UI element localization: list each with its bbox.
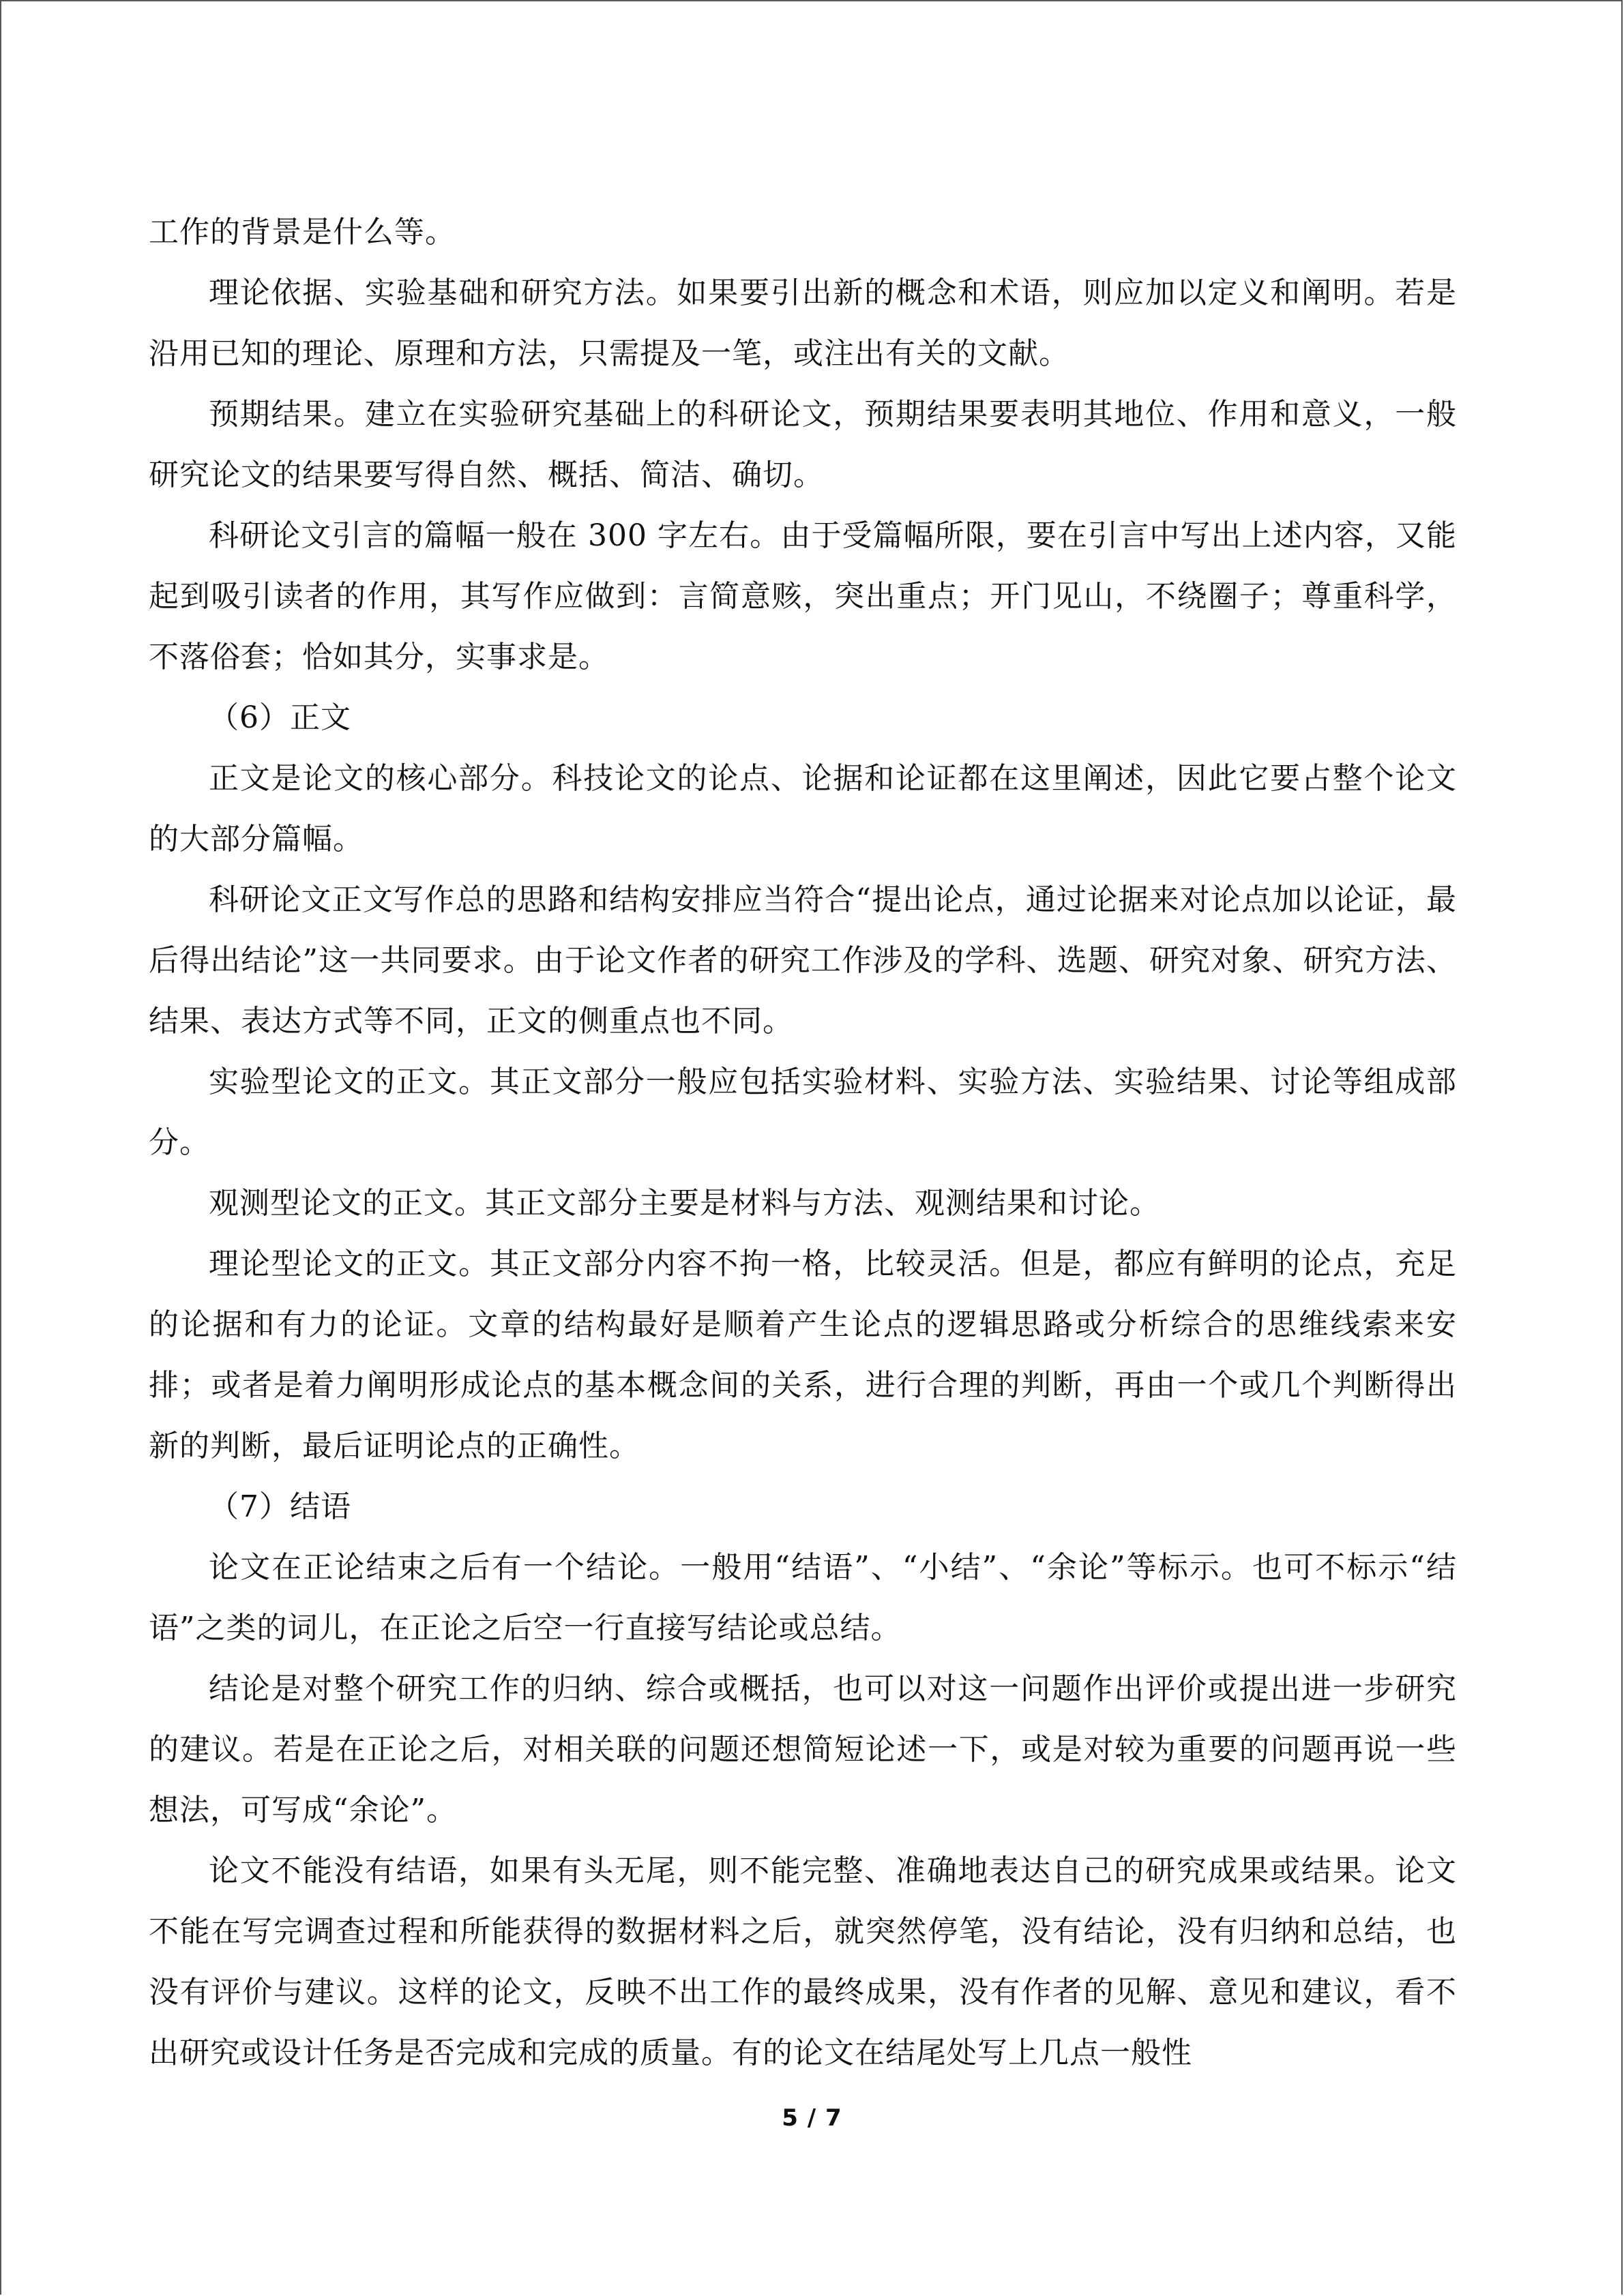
paragraph-background: 工作的背景是什么等。 <box>149 215 456 250</box>
paragraph-theoretical-paper: 理论型论文的正文。其正文部分内容不拘一格，比较灵活。但是，都应有鲜明的论点，充足的论据和有力的论证。文章的结构最好是顺着产生论点的逻辑思路或分析综合的思维线索来安排；或者是着力阐明形成论点的基本概念间的关系，进行合理的判断，再由一个或几个判断得出新的判断，最后证明论点的正确性。 <box>149 1247 1457 1463</box>
paragraph-main-text-core: 正文是论文的核心部分。科技论文的论点、论据和论证都在这里阐述，因此它要占整个论文的大部分篇幅。 <box>149 761 1457 856</box>
paragraph-expected-results: 预期结果。建立在实验研究基础上的科研论文，预期结果要表明其地位、作用和意义，一般研究论文的结果要写得自然、概括、简洁、确切。 <box>149 397 1457 492</box>
document-body <box>149 202 1457 2083</box>
paragraph-main-text-structure: 科研论文正文写作总的思路和结构安排应当符合“提出论点，通过论据来对论点加以论证，最后得出结论”这一共同要求。由于论文作者的研究工作涉及的学科、选题、研究对象、研究方法、结果、表达方式等不同，正文的侧重点也不同。 <box>149 882 1457 1039</box>
paragraph-experimental-paper: 实验型论文的正文。其正文部分一般应包括实验材料、实验方法、实验结果、讨论等组成部分。 <box>149 1064 1457 1160</box>
page-number: 5 / 7 <box>782 2104 842 2132</box>
paragraph-conclusion-necessity: 论文不能没有结语，如果有头无尾，则不能完整、准确地表达自己的研究成果或结果。论文不能在写完调查过程和所能获得的数据材料之后，就突然停笔，没有结论，没有归纳和总结，也没有评价与建议。这样的论文，反映不出工作的最终成果，没有作者的见解、意见和建议，看不出研究或设计任务是否完成和完成的质量。有的论文在结尾处写上几点一般性 <box>149 1853 1457 2070</box>
paragraph-observational-paper: 观测型论文的正文。其正文部分主要是材料与方法、观测结果和讨论。 <box>209 1186 1160 1221</box>
paragraph-theory-basis: 理论依据、实验基础和研究方法。如果要引出新的概念和术语，则应加以定义和阐明。若是沿用已知的理论、原理和方法，只需提及一笔，或注出有关的文献。 <box>149 275 1457 371</box>
paragraph-conclusion-marking: 论文在正论结束之后有一个结论。一般用“结语”、“小结”、“余论”等标示。也可不标示“结语”之类的词儿，在正论之后空一行直接写结论或总结。 <box>149 1550 1457 1645</box>
paragraph-introduction-length: 科研论文引言的篇幅一般在 300 字左右。由于受篇幅所限，要在引言中写出上述内容，又能起到吸引读者的作用，其写作应做到：言简意赅，突出重点；开门见山，不绕圈子；尊重科学，不落俗套；恰如其分，实事求是。 <box>149 518 1457 674</box>
paragraph-conclusion-definition: 结论是对整个研究工作的归纳、综合或概括，也可以对这一问题作出评价或提出进一步研究的建议。若是在正论之后，对相关联的问题还想简短论述一下，或是对较为重要的问题再说一些想法，可写成“余论”。 <box>149 1671 1457 1828</box>
section-heading-conclusion: （7）结语 <box>209 1489 351 1524</box>
section-heading-main-text: （6）正文 <box>209 700 351 735</box>
